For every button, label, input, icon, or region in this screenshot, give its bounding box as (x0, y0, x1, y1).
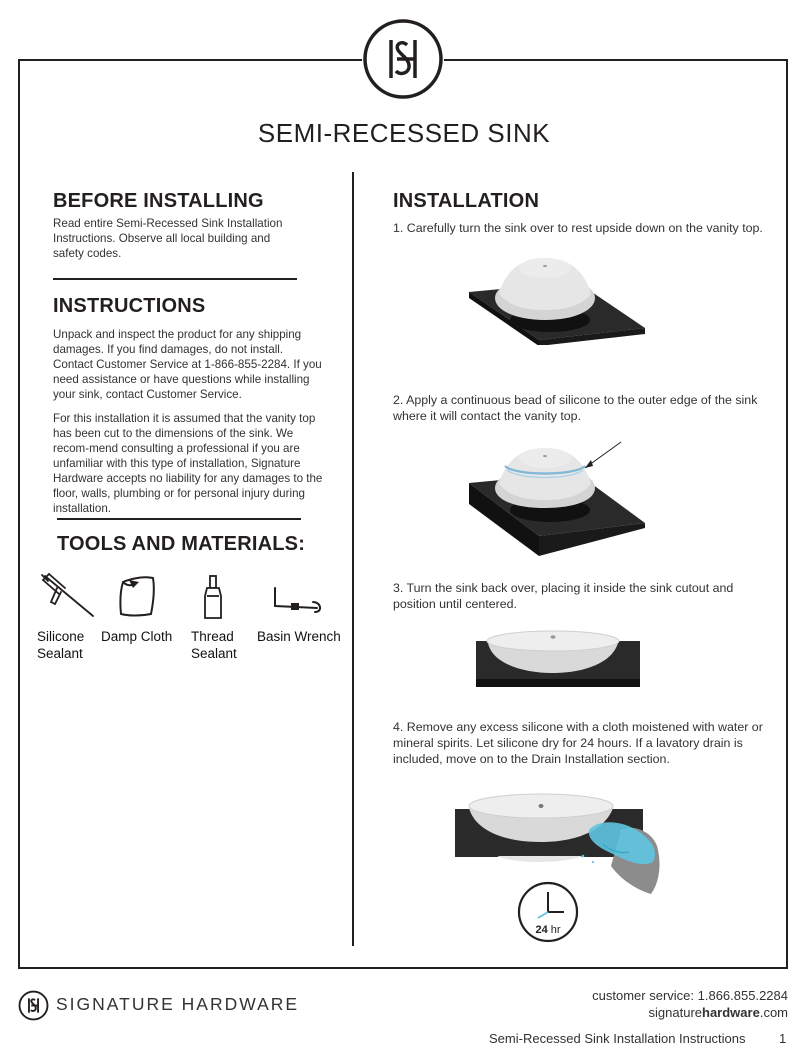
step-3-text: 3. Turn the sink back over, placing it inside the sink cutout and position until centered. (393, 581, 734, 611)
tool-silicone-sealant (37, 572, 99, 662)
tool-label: Thread Sealant (191, 629, 237, 661)
page-number: 1 (779, 1031, 787, 1046)
step-2-text: 2. Apply a continuous bead of silicone to the outer edge of the sink where it will contact the vanity top. (393, 393, 758, 423)
top-logo (362, 18, 444, 100)
website-link[interactable]: signaturehardware.com (648, 1005, 788, 1020)
before-installing-heading: BEFORE INSTALLING (53, 190, 264, 212)
tool-label: Silicone Sealant (37, 629, 85, 661)
tool-damp-cloth (101, 572, 175, 646)
tool-thread-sealant (191, 572, 239, 662)
footer-sh-logo-icon (18, 990, 49, 1021)
installation-heading: INSTALLATION (393, 190, 540, 212)
section-divider (57, 518, 301, 520)
column-divider (352, 172, 354, 946)
tool-label: Basin Wrench (257, 629, 341, 644)
instructions-heading: INSTRUCTIONS (53, 295, 206, 317)
step-3-illustration (472, 627, 644, 691)
sh-logo-icon (362, 18, 444, 100)
instructions-paragraph-1: Unpack and inspect the product for any shipping damages. If you find damages, do not install. Contact Customer Service at 1-866-855-2284. If you need assistance or have questions while installing your sink, contact Customer Service. (53, 328, 322, 401)
sealant-bottle-icon (199, 572, 239, 620)
clock-unit: hr (550, 924, 561, 936)
basin-wrench-icon (267, 572, 337, 620)
cloth-icon (115, 572, 175, 620)
step-2-illustration (465, 438, 655, 560)
clock-label (516, 924, 580, 936)
footer-doc-title: Semi-Recessed Sink Installation Instructions (489, 1031, 746, 1046)
tool-basin-wrench (257, 572, 341, 646)
clock-number: 24 (535, 924, 548, 936)
page-title: SEMI-RECESSED SINK (257, 118, 551, 148)
caulk-gun-icon (39, 572, 99, 620)
step-4-text: 4. Remove any excess silicone with a cloth moistened with water or mineral spirits. Let silicone dry for 24 hours. If a lavatory drain is included, move on to the Drain Installation section. (393, 720, 763, 766)
section-divider (53, 278, 297, 280)
step-1-text: 1. Carefully turn the sink over to rest upside down on the vanity top. (393, 221, 763, 235)
tools-heading: TOOLS AND MATERIALS: (57, 533, 306, 555)
step-1-illustration (465, 250, 650, 345)
footer-brand: SIGNATURE HARDWARE (56, 994, 300, 1014)
instructions-paragraph-2: For this installation it is assumed that the vanity top has been cut to the dimensions of the sink. We recom-mend consulting a professional if you are unfamiliar with this type of installation, Signature Hardware accepts no liability for any damages to the floor, walls, plumbing or for personal injury during installation. (53, 412, 323, 515)
before-installing-text: Read entire Semi-Recessed Sink Installation Instructions. Observe all local building and safety codes. (53, 217, 283, 260)
customer-service: customer service: 1.866.855.2284 (592, 988, 788, 1003)
tool-label: Damp Cloth (101, 629, 173, 644)
